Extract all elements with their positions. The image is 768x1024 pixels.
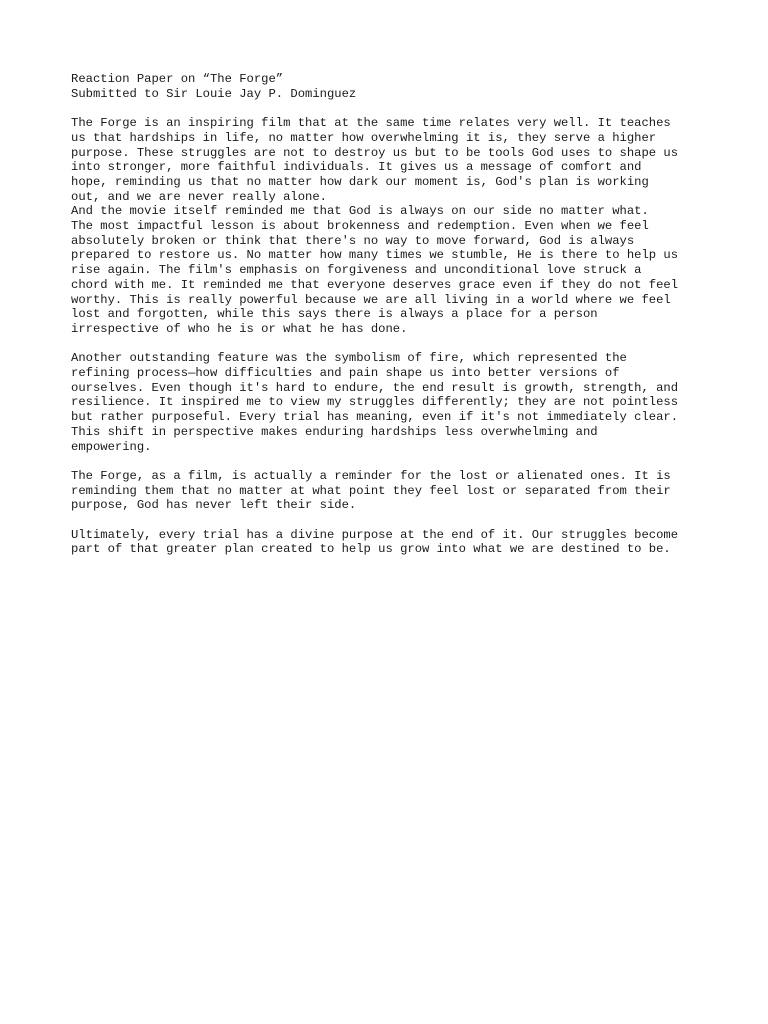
document-page bbox=[71, 72, 711, 557]
paragraph-line: The most impactful lesson is about brokenness and redemption. Even when we feel bbox=[71, 219, 649, 234]
paragraph-spacer bbox=[71, 513, 711, 528]
paragraph-spacer bbox=[71, 454, 711, 469]
paragraph-line: prepared to restore us. No matter how many times we stumble, He is there to help us bbox=[71, 248, 679, 263]
paragraph-line: The Forge, as a film, is actually a reminder for the lost or alienated ones. It is bbox=[71, 468, 671, 483]
paragraph-line: us that hardships in life, no matter how overwhelming it is, they serve a higher bbox=[71, 130, 657, 145]
submitted-to-line: Submitted to Sir Louie Jay P. Dominguez bbox=[71, 86, 357, 101]
paragraph-line: out, and we are never really alone. bbox=[71, 189, 327, 204]
paragraph-spacer bbox=[71, 337, 711, 352]
paragraph-line: empowering. bbox=[71, 439, 152, 454]
paragraph bbox=[71, 351, 711, 454]
paragraph-line: resilience. It inspired me to view my struggles differently; they are not pointless bbox=[71, 395, 679, 410]
paragraph-line: irrespective of who he is or what he has done. bbox=[71, 321, 408, 336]
paragraph-line: absolutely broken or think that there's no way to move forward, God is always bbox=[71, 233, 635, 248]
paragraph-line: The Forge is an inspiring film that at the same time relates very well. It teaches bbox=[71, 116, 671, 131]
paragraph-line: worthy. This is really powerful because we are all living in a world where we feel bbox=[71, 292, 671, 307]
paragraph-line: rise again. The film's emphasis on forgiveness and unconditional love struck a bbox=[71, 263, 642, 278]
paragraph-line: chord with me. It reminded me that everyone deserves grace even if they do not feel bbox=[71, 277, 679, 292]
paragraph bbox=[71, 469, 711, 513]
paragraph-line: reminding them that no matter at what point they feel lost or separated from their bbox=[71, 483, 671, 498]
document-title: Reaction Paper on “The Forge” bbox=[71, 72, 284, 86]
paragraph-line: lost and forgotten, while this says there is always a place for a person bbox=[71, 307, 598, 322]
paragraph-line: hope, reminding us that no matter how dark our moment is, God's plan is working bbox=[71, 174, 649, 189]
paragraph-line: This shift in perspective makes enduring hardships less overwhelming and bbox=[71, 424, 598, 439]
paragraph-line: but rather purposeful. Every trial has meaning, even if it's not immediately clear. bbox=[71, 410, 679, 425]
paragraph-line: Ultimately, every trial has a divine purpose at the end of it. Our struggles become bbox=[71, 527, 679, 542]
paragraph bbox=[71, 116, 711, 337]
paragraph-line: purpose, God has never left their side. bbox=[71, 498, 357, 513]
paragraph-line: Another outstanding feature was the symbolism of fire, which represented the bbox=[71, 351, 627, 366]
paragraph bbox=[71, 528, 711, 557]
paragraph-line: purpose. These struggles are not to destroy us but to be tools God uses to shape us bbox=[71, 145, 679, 160]
paragraph-line: part of that greater plan created to help us grow into what we are destined to be. bbox=[71, 542, 671, 557]
paragraph-line: And the movie itself reminded me that God is always on our side no matter what. bbox=[71, 204, 649, 219]
paragraph-line: ourselves. Even though it's hard to endure, the end result is growth, strength, and bbox=[71, 380, 679, 395]
paragraph-line: into stronger, more faithful individuals. It gives us a message of comfort and bbox=[71, 160, 642, 175]
paragraph-line: refining process—how difficulties and pain shape us into better versions of bbox=[71, 366, 620, 381]
document-body bbox=[71, 116, 711, 557]
spacer bbox=[71, 101, 711, 116]
